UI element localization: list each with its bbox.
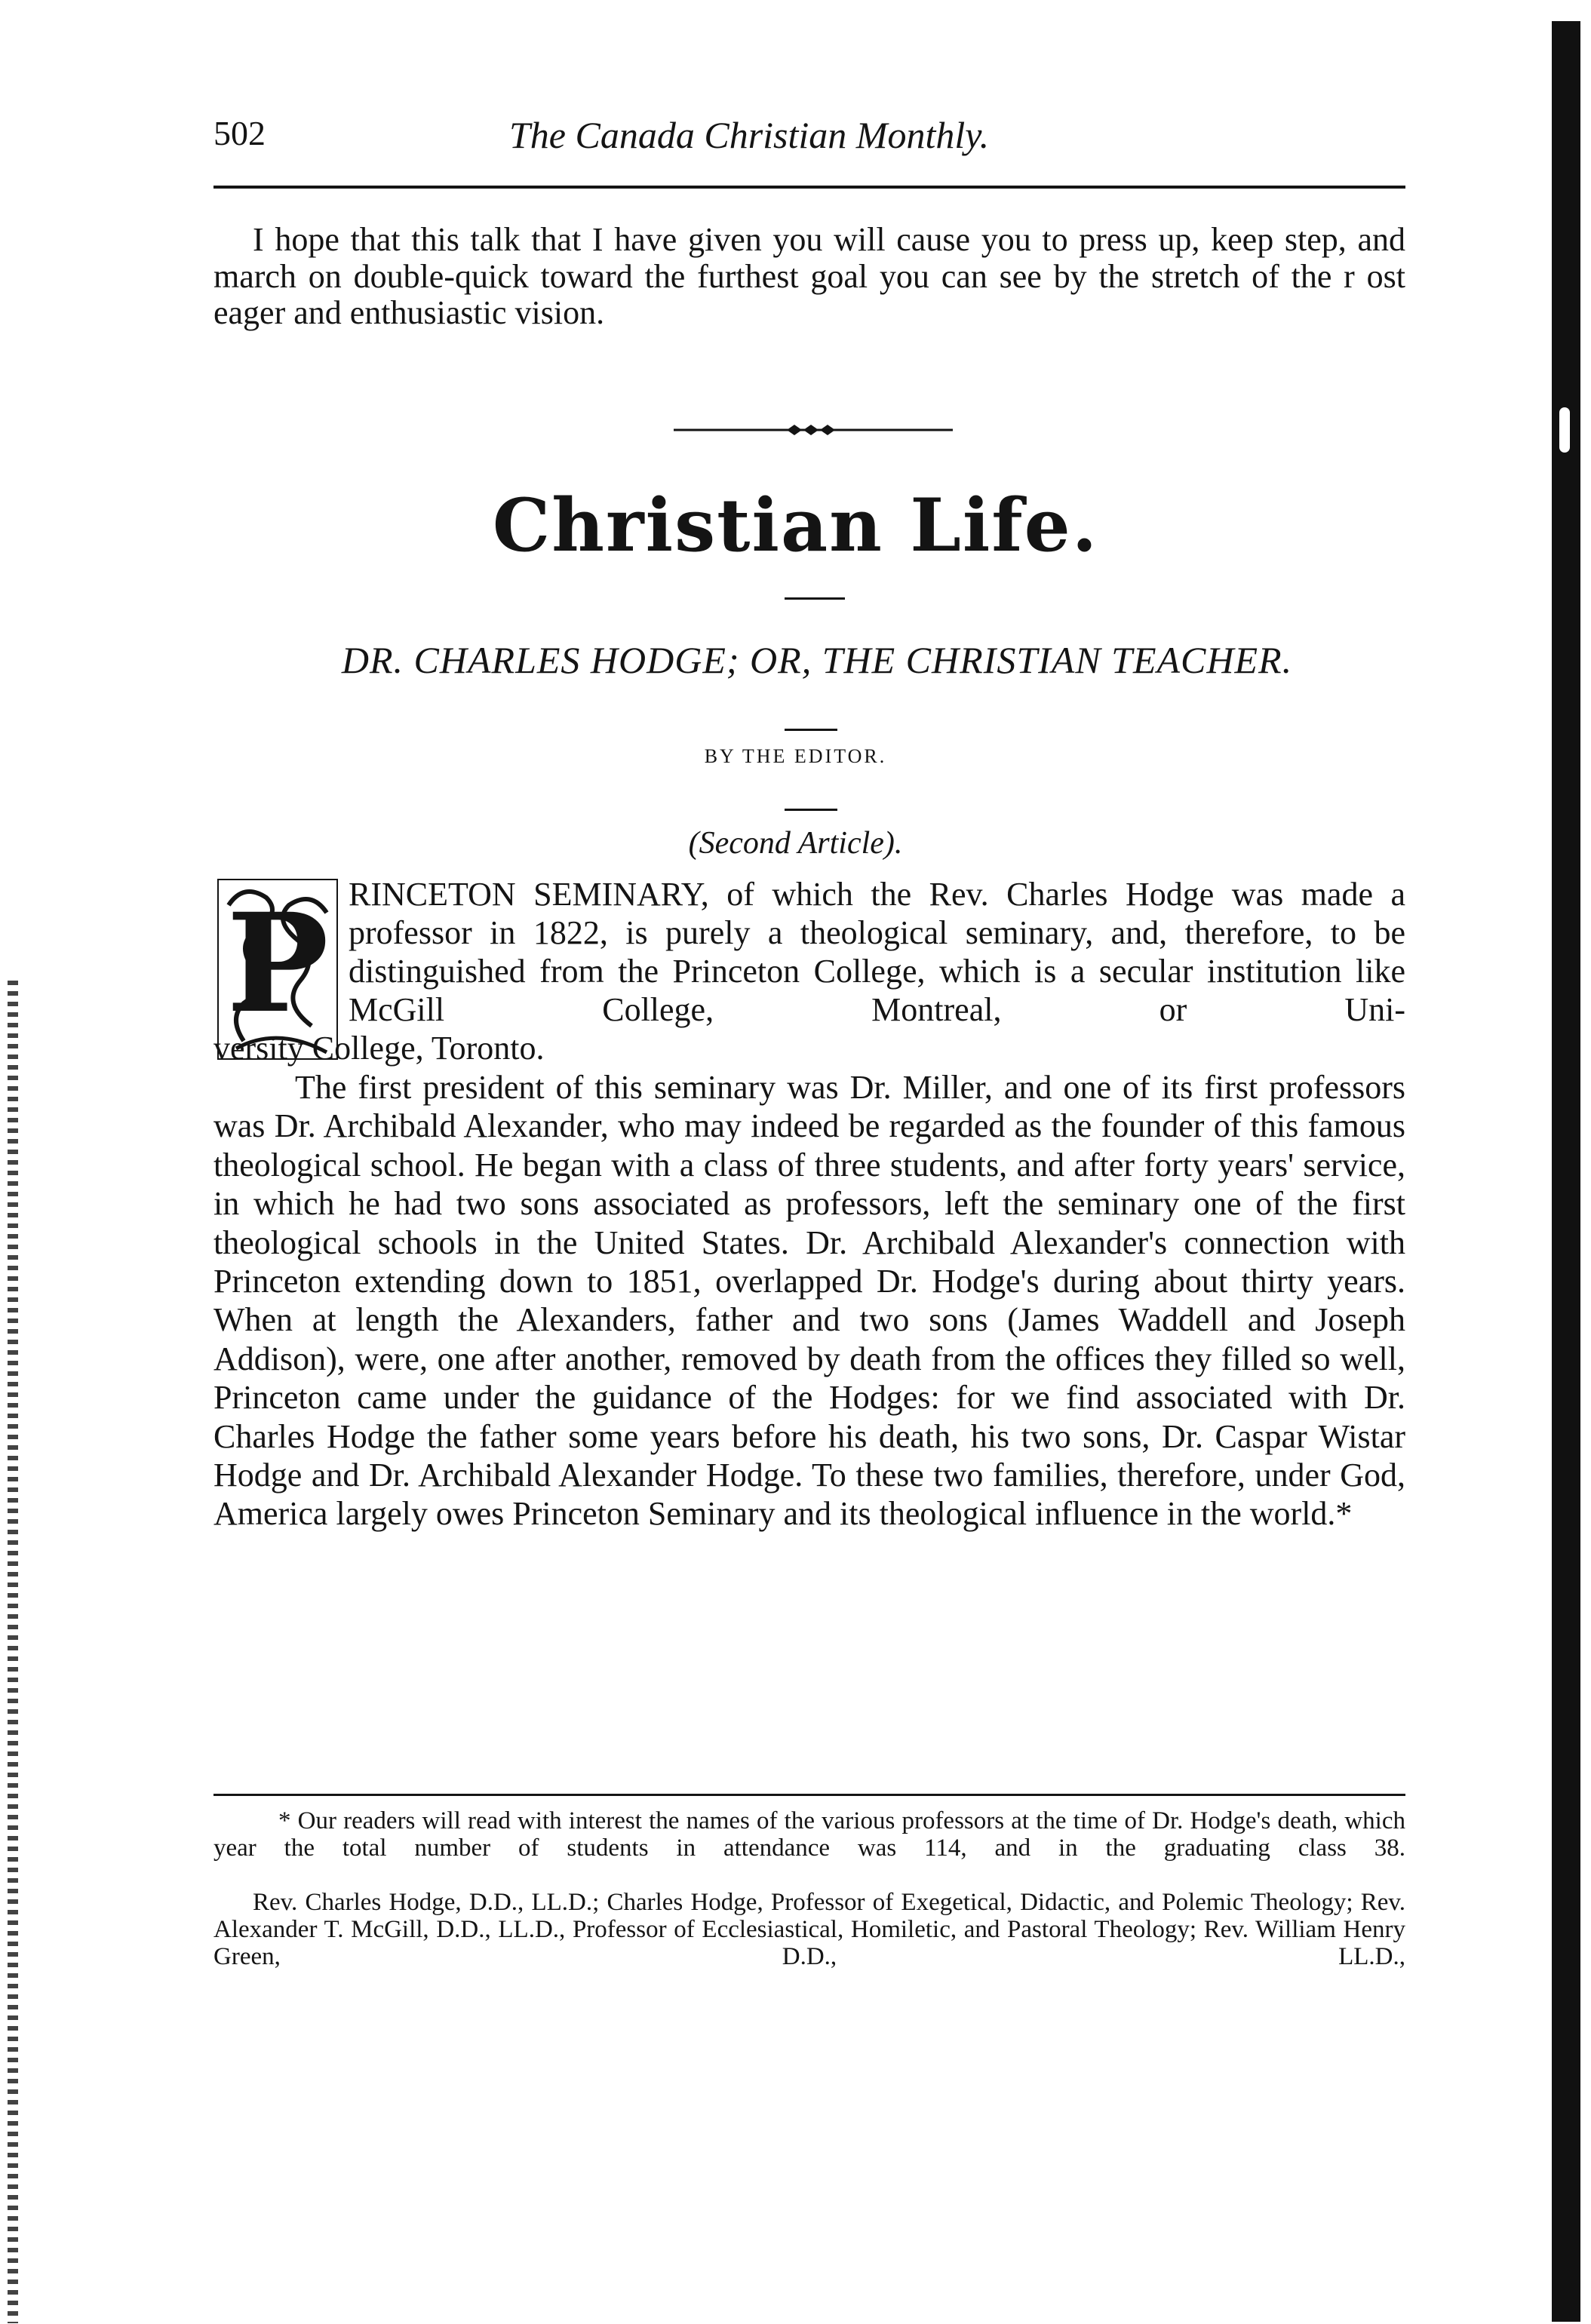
title-rule-short [785,729,837,731]
drop-cap-letter: P [226,884,329,1043]
binding-edge-right [1552,21,1580,2322]
ornament-divider [674,422,953,437]
header-rule [213,186,1405,189]
first-paragraph-tail: versity College, Toronto. [213,1030,545,1067]
footnote-2: Rev. Charles Hodge, D.D., LL.D.; Charles Hodge, Professor of Exegetical, Didactic, and Polemic Theology; Rev. Alexander T. McGill, D.D., LL.D., Professor of Ecclesiastical, Homiletic, and Pastoral Theology; Rev. William Henry Green, D.D., LL.D., [213,1889,1405,1970]
running-title: The Canada Christian Monthly. [509,114,990,156]
byline-rule [785,809,837,811]
title-rule [785,597,845,600]
page-number: 502 [213,114,266,152]
second-paragraph: The first president of this seminary was Dr. Miller, and one of its first professors was Dr. Archibald Alexander, who may indeed be regarded as the founder of this famous theological school. He began with a class of three students, and after forty years' service, in which he had two sons associated as professors, left the seminary one of the first theological schools in the United States. Dr. Archibald Alexander's connection with Princeton extending down to 1851, overlapped Dr. Hodge's during about thirty years. When at length the Alexanders, father and two sons (James Waddell and Joseph Addison), were, one after another, removed by death from the offices they filled so well, Princeton came under the guidance of the Hodges: for we find associated with Dr. Charles Hodge the father some years before his death, his two sons, Dr. Caspar Wistar Hodge and Dr. Archibald Alexander Hodge. To these two families, therefore, under God, America largely owes Princeton Seminary and its theological influence in the world.* [213,1069,1405,1533]
footnote-rule [213,1794,1405,1796]
article-title: DR. CHARLES HODGE; OR, THE CHRISTIAN TEACHER. [341,639,1293,681]
binding-edge-left [8,981,18,2323]
intro-paragraph: I hope that this talk that I have given you will cause you to press up, keep step, and march on double-quick toward the furthest goal you can see by the stretch of the r ost eager and enthusiastic vision. [213,221,1405,332]
binding-notch [1559,407,1570,453]
first-paragraph-lines: RINCETON SEMINARY, of which the Rev. Charles Hodge was made a professor in 1822, is purely a theological seminary, and, therefore, to be distinguished from the Princeton College, which is a secular institution like McGill College, Montreal, or Uni- [349,876,1405,1028]
section-title: Christian Life. [492,483,1099,568]
page-header [213,113,1405,166]
footnote-1: * Our readers will read with interest the names of the various professors at the time of Dr. Hodge's death, which year the total number of students in attendance was 114, and in the graduating class 38. [213,1807,1405,1862]
article-subtitle: (Second Article). [688,826,903,861]
byline: BY THE EDITOR. [704,745,887,767]
